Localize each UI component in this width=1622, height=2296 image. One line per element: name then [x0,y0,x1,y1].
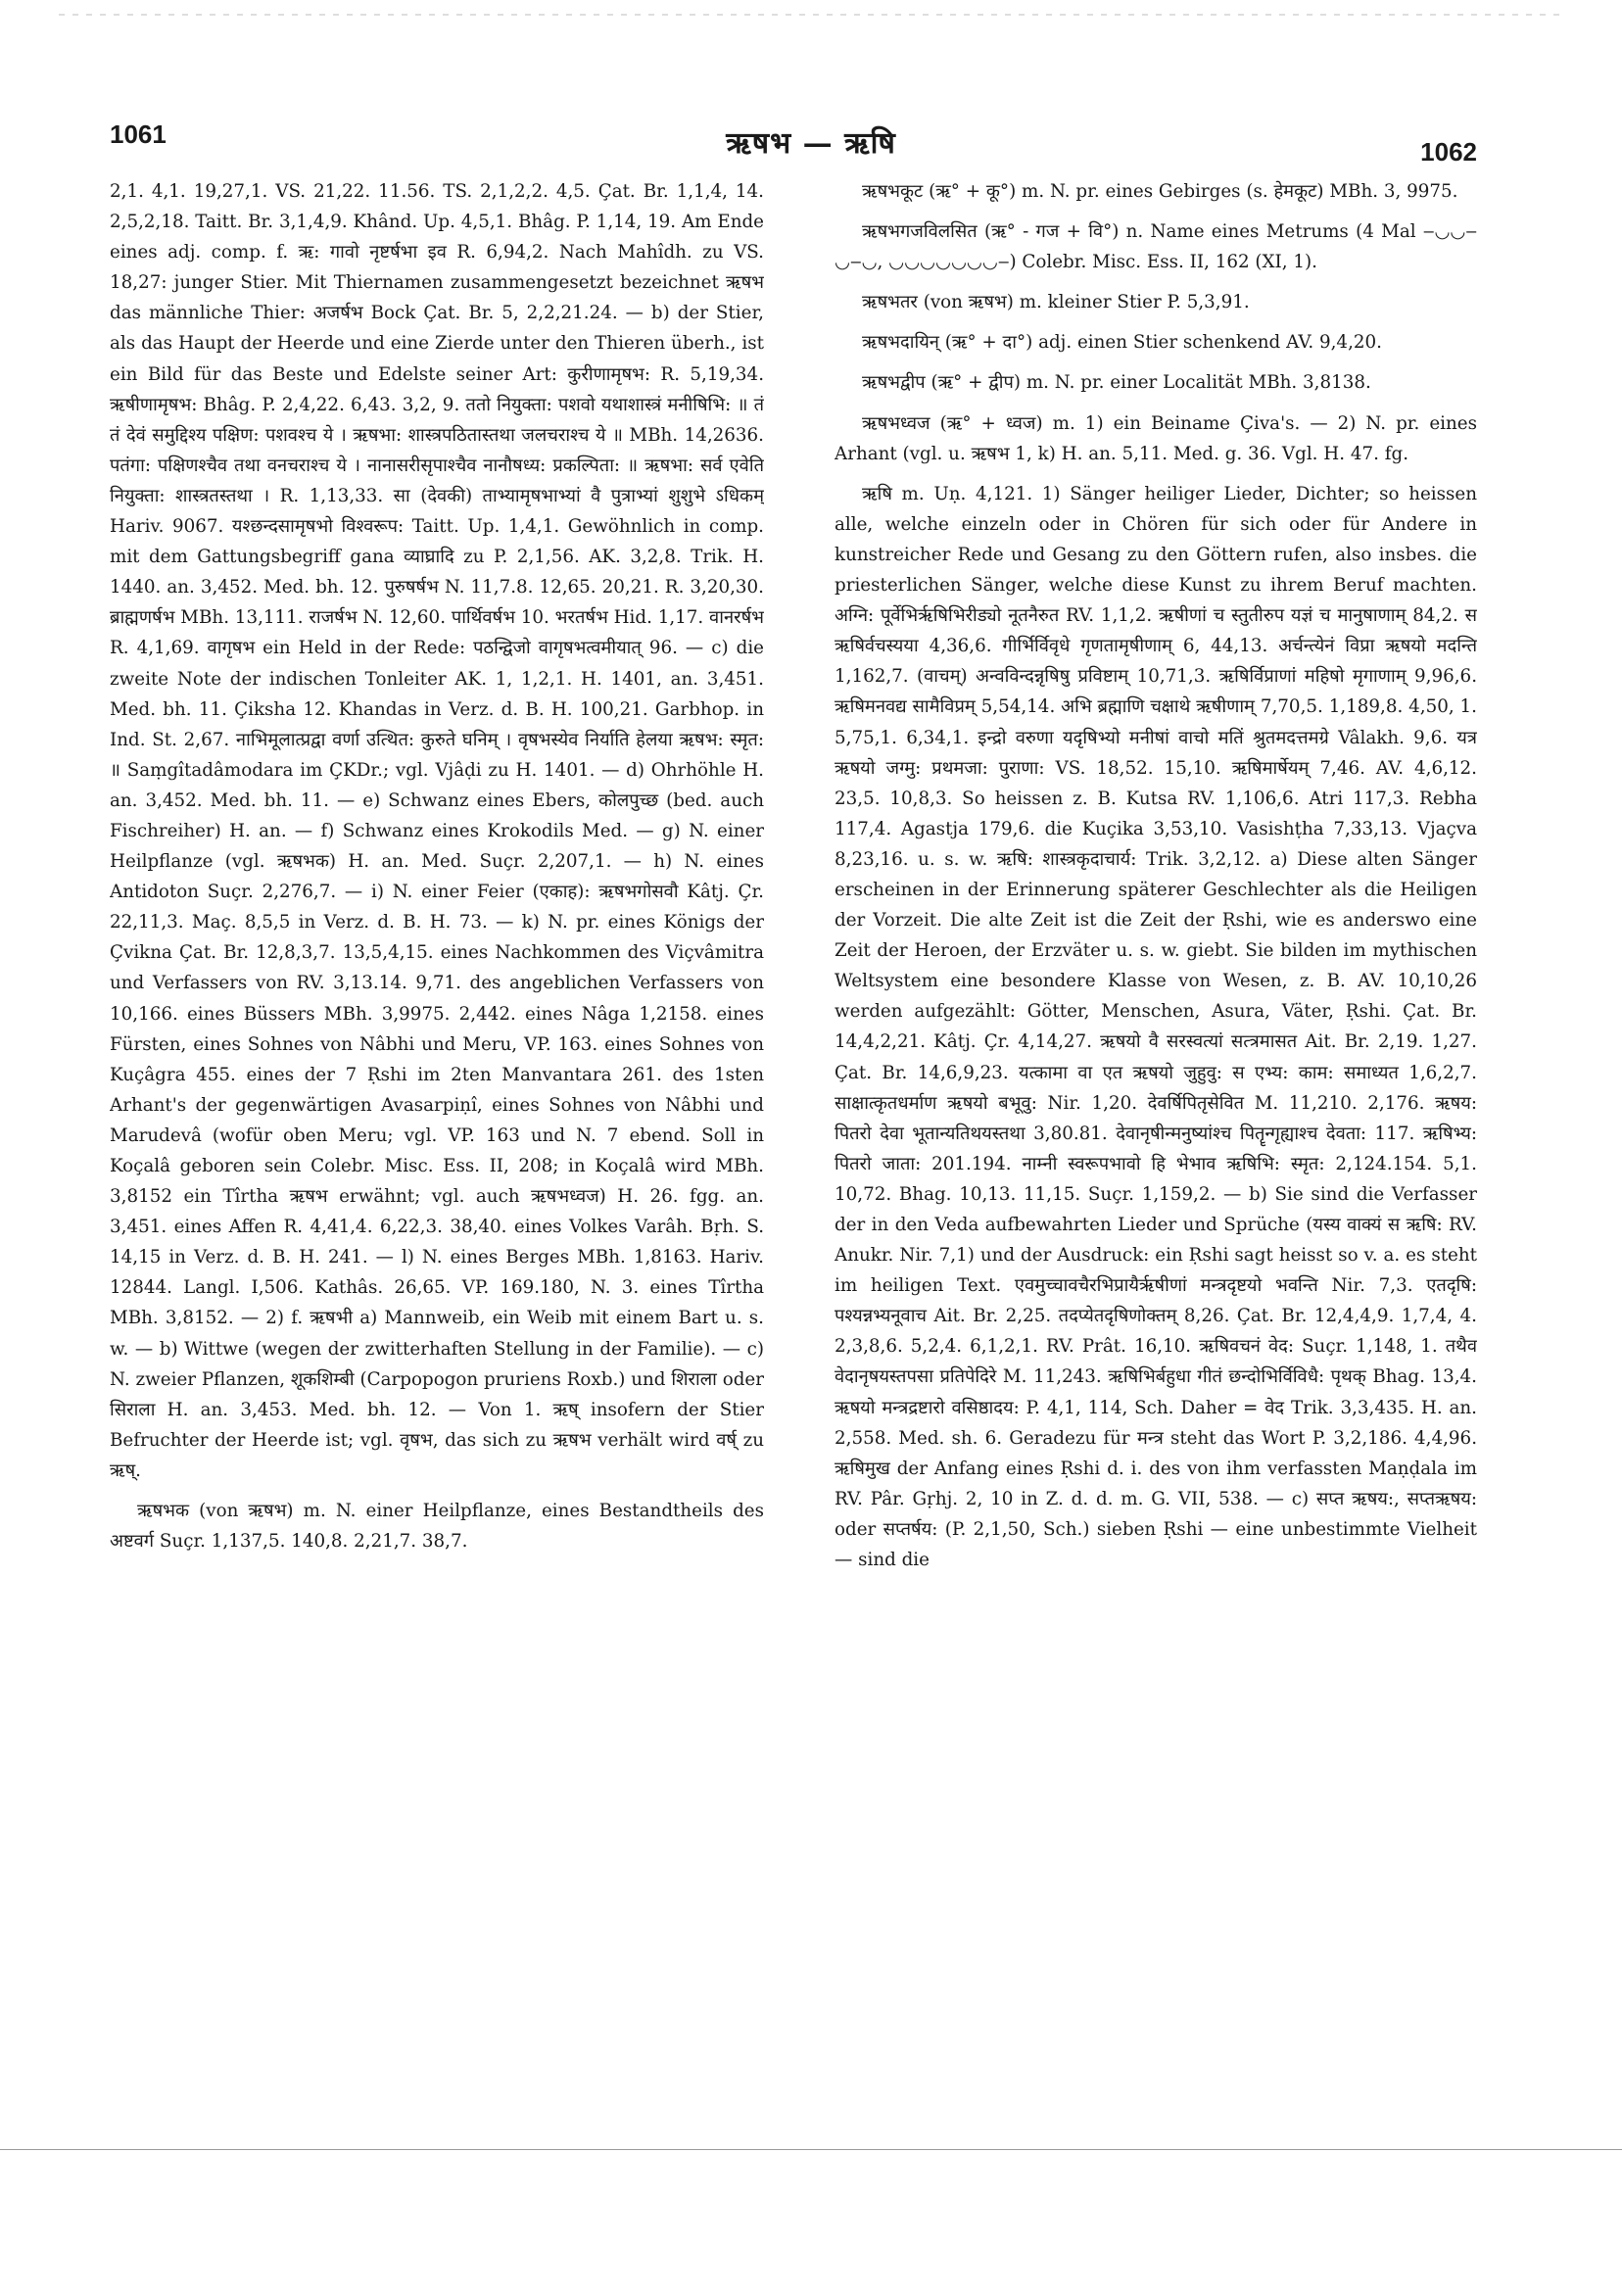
running-head: ऋषभ — ऋषि [726,126,896,161]
entry-rishabhakuta: ऋषभकूट (ऋ° + कू°) m. N. pr. eines Gebirges (s. हेमकूट) MBh. 3, 9975. [862,181,1458,202]
page-number-left: 1061 [110,120,167,149]
entry-continuation-rishabha: 2,1. 4,1. 19,27,1. VS. 21,22. 11.56. TS. 2,1,2,2. 4,5. Çat. Br. 1,1,4, 14. 2,5,2,18. Taitt. Br. 3,1,4,9. Khând. Up. 4,5,1. Bhâg. P. 1,14, 19. Am Ende eines adj. comp. f. ऋ: गावो नृष्टर्षभा इव R. 6,94,2. Nach Mahîdh. zu VS. 18,27: junger Stier. Mit Thiernamen zusammengesetzt bezeichnet ऋषभ das männliche Thier: अजर्षभ Bock Çat. Br. 5, 2,2,21.24. — b) der Stier, als das Haupt der Heerde und eine Zierde unter den Thieren überh., ist ein Bild für das Beste und Edelste seiner Art: कुरीणामृषभ: R. 5,19,34. ऋषीणामृषभ: Bhâg. P. 2,4,22. 6,43. 3,2, 9. ततो नियुक्ता: पशवो यथाशास्त्रं मनीषिभि: ॥ तं तं देवं समुद्दिश्य पक्षिण: पशवश्च ये । ऋषभा: शास्त्रपठितास्तथा जलचराश्च ये ॥ MBh. 14,2636. पतंगा: पक्षिणश्चैव तथा वनचराश्च ये । नानासरीसृपाश्चैव नानौषध्य: प्रकल्पिता: ॥ ऋषभा: सर्व एवेति नियुक्ता: शास्त्रतस्तथा । R. 1,13,33. सा (देवकी) ताभ्यामृषभाभ्यां वै पुत्राभ्यां शुशुभे ऽधिकम् Hariv. 9067. यश्छन्दसामृषभो विश्वरूप: Taitt. Up. 1,4,1. Gewöhnlich in comp. mit dem Gattungsbegriff gana व्याघ्रादि zu P. 2,1,56. AK. 3,2,8. Trik. H. 1440. an. 3,452. Med. bh. 12. पुरुषर्षभ N. 11,7.8. 12,65. 20,21. R. 3,20,30. ब्राह्मणर्षभ MBh. 13,111. राजर्षभ N. 12,60. पार्थिवर्षभ 10. भरतर्षभ Hid. 1,17. वानरर्षभ R. 4,1,69. वागृषभ ein Held in der Rede: पठन्द्विजो वागृषभत्वमीयात् 96. — c) die zweite Note der indischen Tonleiter AK. 1, 1,2,1. H. 1401, an. 3,451. Med. bh. 11. Çiksha 12. Khandas in Verz. d. B. H. 100,21. Garbhop. in Ind. St. 2,67. नाभिमूलात्प्रद्वा वर्णा उत्थित: कुरुते घनिम् । वृषभस्येव निर्याति हेलया ऋषभ: स्मृत: ॥ Saṃgîtadâmodara im ÇKDr.; vgl. Vjâḍi zu H. 1401. — d) Ohrhöhle H. an. 3,452. Med. bh. 11. — e) Schwanz eines Ebers, कोलपुच्छ (bed. auch Fischreiher) H. an. — f) Schwanz eines Krokodils Med. — g) N. einer Heilpflanze (vgl. ऋषभक) H. an. Med. Suçr. 2,207,1. — h) N. eines Antidoton Suçr. 2,276,7. — i) N. einer Feier (एकाह): ऋषभगोसवौ Kâtj. Çr. 22,11,3. Maç. 8,5,5 in Verz. d. B. H. 73. — k) N. pr. eines Königs der Çvikna Çat. Br. 12,8,3,7. 13,5,4,15. eines Nachkommen des Viçvâmitra und Verfassers von RV. 3,13.14. 9,71. des angeblichen Verfassers von 10,166. eines Büssers MBh. 3,9975. 2,442. eines Nâga 1,2158. eines Fürsten, eines Sohnes von Nâbhi und Meru, VP. 163. eines Sohnes von Kuçâgra 455. eines der 7 Ṛshi im 2ten Manvantara 261. des 1sten Arhant's der gegenwärtigen Avasarpiṇî, eines Sohnes von Nâbhi und Marudevâ (wofür oben Meru; vgl. VP. 163 und N. 7 ebend. Soll in Koçalâ geboren sein Colebr. Misc. Ess. II, 208; in Koçalâ wird MBh. 3,8152 ein Tîrtha ऋषभ erwähnt; vgl. auch ऋषभध्वज) H. 26. fgg. an. 3,451. eines Affen R. 4,41,4. 6,22,3. 38,40. eines Volkes Varâh. Bṛh. S. 14,15 in Verz. d. B. H. 241. — l) N. eines Berges MBh. 1,8163. Hariv. 12844. Langl. I,506. Kathâs. 26,65. VP. 169.180, N. 3. eines Tîrtha MBh. 3,8152. — 2) f. ऋषभी a) Mannweib, ein Weib mit einem Bart u. s. w. — b) Wittwe (wegen der zwitterhaften Stellung in der Familie). — c) N. zweier Pflanzen, शूकशिम्बी (Carpopogon pruriens Roxb.) und शिराला oder सिराला H. an. 3,453. Med. bh. 12. — Von 1. ऋष् insofern der Stier Befruchter der Heerde ist; vgl. वृषभ, das sich zu ऋषभ verhält wird वर्ष् zu ऋष्. [110,181,764,1481]
left-column [110,176,764,2129]
entry-rishabhadayin: ऋषभदायिन् (ऋ° + दा°) adj. einen Stier schenkend AV. 9,4,20. [862,332,1382,354]
entry-rishabhatara: ऋषभतर (von ऋषभ) m. kleiner Stier P. 5,3,91. [862,292,1250,313]
entry-rishabhagajavilasita: ऋषभगजविलसित (ऋ° - गज + वि°) n. Name eines Metrums (4 Mal ‒◡◡‒◡‒◡, ◡◡◡◡◡◡◡‒) Colebr. Misc. Ess. II, 162 (XI, 1). [835,221,1477,273]
right-column [835,176,1477,2129]
entry-rishi: ऋषि m. Uṇ. 4,121. 1) Sänger heiliger Lieder, Dichter; so heissen alle, welche einzeln oder in Chören für sich oder für Andere in kunstreicher Rede und Gesang zu den Göttern rufen, also insbes. die priesterlichen Sänger, welche diese Kunst zu ihrem Beruf machten. अग्नि: पूर्वेभिर्ऋषिभिरीड्यो नूतनैरुत RV. 1,1,2. ऋषीणां च स्तुतीरुप यज्ञं च मानुषाणाम् 84,2. स ऋषिर्वचस्यया 4,36,6. गीर्भिर्विवृधे गृणतामृषीणाम् 6, 44,13. अर्चन्त्येनं विप्रा ऋषयो मदन्ति 1,162,7. (वाचम्) अन्वविन्दन्नृषिषु प्रविष्टाम् 10,71,3. ऋषिर्विप्राणां महिषो मृगाणाम् 9,96,6. ऋषिमनवद्य सामैविप्रम् 5,54,14. अभि ब्रह्माणि चक्षाथे ऋषीणाम् 7,70,5. 1,189,8. 4,50, 1. 5,75,1. 6,34,1. इन्द्रो वरुणा यदृषिभ्यो मनीषां वाचो मतिं श्रुतमदत्तमग्रे Vâlakh. 9,6. यत्र ऋषयो जग्मु: प्रथमजा: पुराणा: VS. 18,52. 15,10. ऋषिमार्षेयम् 7,46. AV. 4,6,12. 23,5. 10,8,3. So heissen z. B. Kutsa RV. 1,106,6. Atri 117,3. Rebha 117,4. Agastja 179,6. die Kuçika 3,53,10. Vasishṭha 7,33,13. Vjaçva 8,23,16. u. s. w. ऋषि: शास्त्रकृदाचार्य: Trik. 3,2,12. a) Diese alten Sänger erscheinen in der Erinnerung späterer Geschlechter als die Heiligen der Vorzeit. Die alte Zeit ist die Zeit der Ṛshi, wie es anderswo eine Zeit der Heroen, der Erzväter u. s. w. giebt. Sie bilden im mythischen Weltsystem eine besondere Klasse von Wesen, z. B. AV. 10,10,26 werden aufgezählt: Götter, Menschen, Asura, Väter, Ṛshi. Çat. Br. 14,4,2,21. Kâtj. Çr. 4,14,27. ऋषयो वै सरस्वत्यां सत्त्रमासत Ait. Br. 2,19. 1,27. Çat. Br. 14,6,9,23. यत्कामा वा एत ऋषयो जुहुवु: स एभ्य: काम: समाध्यत 1,6,2,7. साक्षात्कृतधर्माण ऋषयो बभूवु: Nir. 1,20. देवर्षिपितृसेवित M. 11,210. 2,176. ऋषय: पितरो देवा भूतान्यतिथयस्तथा 3,80.81. देवानृषीन्मनुष्यांश्च पितॄन्गृह्याश्च देवता: 117. ऋषिभ्य: पितरो जाता: 201.194. नाम्नी स्वरूपभावो हि भेभाव ऋषिभि: स्मृत: 2,124.154. 5,1. 10,72. Bhag. 10,13. 11,15. Suçr. 1,159,2. — b) Sie sind die Verfasser der in den Veda aufbewahrten Lieder und Sprüche (यस्य वाक्यं स ऋषि: RV. Anukr. Nir. 7,1) und der Ausdruck: ein Ṛshi sagt heisst so v. a. es steht im heiligen Text. एवमुच्चावचैरभिप्रायैर्ऋषीणां मन्त्रदृष्टयो भवन्ति Nir. 7,3. एतदृषि: पश्यन्नभ्यनूवाच Ait. Br. 2,25. तदप्येतदृषिणोक्तम् 8,26. Çat. Br. 12,4,4,9. 1,7,4, 4. 2,3,8,6. 5,2,4. 6,1,2,1. RV. Prât. 16,10. ऋषिवचनं वेद: Suçr. 1,148, 1. तथैव वेदानृषयस्तपसा प्रतिपेदिरे M. 11,243. ऋषिभिर्बहुधा गीतं छन्दोभिर्विविधै: पृथक् Bhag. 13,4. ऋषयो मन्त्रद्रष्टारो वसिष्ठादय: P. 4,1, 114, Sch. Daher = वेद Trik. 3,3,435. H. an. 2,558. Med. sh. 6. Geradezu für मन्त्र steht das Wort P. 3,2,186. 4,4,96. ऋषिमुख der Anfang eines Ṛshi d. i. des von ihm verfassten Maṇḍala im RV. Pâr. Gṛhj. 2, 10 in Z. d. d. m. G. VII, 538. — c) सप्त ऋषय:, सप्तऋषय: oder सप्तर्षय: (P. 2,1,50, Sch.) sieben Ṛshi — eine unbestimmte Vielheit — sind die [835,483,1477,1571]
entry-rishabhadhvaja: ऋषभध्वज (ऋ° + ध्वज) m. 1) ein Beiname Çiva's. — 2) N. pr. eines Arhant (vgl. u. ऋषभ 1, k) H. an. 5,11. Med. g. 36. Vgl. H. 47. fg. [835,412,1477,464]
page-number-right: 1062 [1420,137,1477,167]
entry-rishabhaka: ऋषभक (von ऋषभ) m. N. einer Heilpflanze, eines Bestandtheils des अष्टवर्ग Suçr. 1,137,5. 140,8. 2,21,7. 38,7. [110,1501,764,1553]
scan-artifact [59,14,1563,16]
bottom-rule [0,2149,1622,2150]
entry-rishabhadvipa: ऋषभद्वीप (ऋ° + द्वीप) m. N. pr. einer Localität MBh. 3,8138. [862,372,1371,394]
